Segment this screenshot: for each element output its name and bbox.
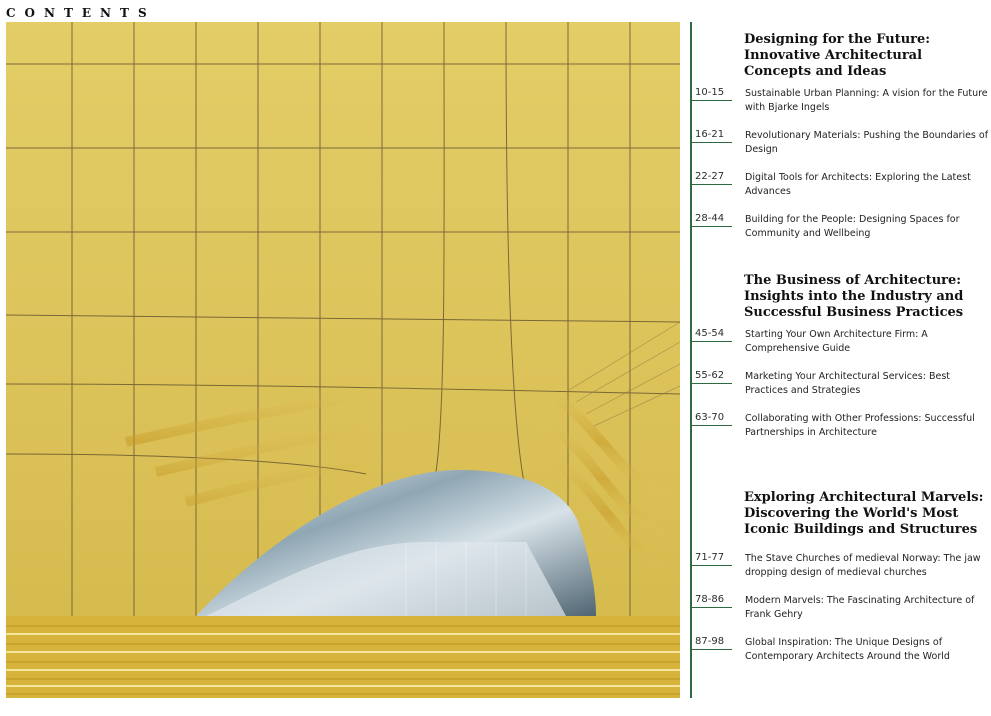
contents-heading: CONTENTS <box>6 6 156 20</box>
page-underline <box>692 425 732 426</box>
page-range: 16-21 <box>695 129 725 140</box>
page-underline <box>692 607 732 608</box>
page-range: 71-77 <box>695 552 725 563</box>
entry-title: Sustainable Urban Planning: A vision for the Future with Bjarke Ingels <box>745 88 988 113</box>
toc-entry[interactable] <box>692 328 991 370</box>
page-range: 78-86 <box>695 594 725 605</box>
page-underline <box>692 341 732 342</box>
page-underline <box>692 565 732 566</box>
page-range: 45-54 <box>695 328 725 339</box>
toc-section-future <box>692 32 991 255</box>
toc-entry[interactable] <box>692 87 991 129</box>
entry-title: Revolutionary Materials: Pushing the Boundaries of Design <box>745 130 989 155</box>
toc-entry[interactable] <box>692 171 991 213</box>
toc-entry[interactable] <box>692 213 991 255</box>
page-range: 55-62 <box>695 370 725 381</box>
entry-title: Starting Your Own Architecture Firm: A Comprehensive Guide <box>745 329 928 354</box>
page-range: 87-98 <box>695 636 725 647</box>
entry-title: Digital Tools for Architects: Exploring the Latest Advances <box>745 172 971 197</box>
page-underline <box>692 100 732 101</box>
architecture-photo <box>6 22 680 698</box>
entry-title: Building for the People: Designing Spaces for Community and Wellbeing <box>745 214 960 239</box>
page-underline <box>692 142 732 143</box>
toc-entry[interactable] <box>692 412 991 454</box>
toc-entry[interactable] <box>692 552 991 594</box>
toc-entry[interactable] <box>692 129 991 171</box>
page-underline <box>692 184 732 185</box>
section-heading: Exploring Architectural Marvels: Discovering the World's Most Iconic Buildings and Structures <box>744 490 984 537</box>
toc-entry[interactable] <box>692 370 991 412</box>
toc-section-business <box>692 273 991 454</box>
entry-title: The Stave Churches of medieval Norway: The jaw dropping design of medieval churches <box>745 553 981 578</box>
entry-title: Marketing Your Architectural Services: Best Practices and Strategies <box>745 371 950 396</box>
toc-entry[interactable] <box>692 636 991 678</box>
entry-title: Global Inspiration: The Unique Designs of Contemporary Architects Around the World <box>745 637 950 662</box>
entry-title: Collaborating with Other Professions: Successful Partnerships in Architecture <box>745 413 975 438</box>
section-heading: Designing for the Future: Innovative Architectural Concepts and Ideas <box>744 32 931 79</box>
toc-entry[interactable] <box>692 594 991 636</box>
toc-section-marvels <box>692 490 991 678</box>
page-range: 28-44 <box>695 213 725 224</box>
section-heading: The Business of Architecture: Insights into the Industry and Successful Business Practices <box>744 273 964 320</box>
page-range: 22-27 <box>695 171 725 182</box>
page-underline <box>692 226 732 227</box>
page-range: 63-70 <box>695 412 725 423</box>
page-underline <box>692 649 732 650</box>
page-underline <box>692 383 732 384</box>
entry-title: Modern Marvels: The Fascinating Architecture of Frank Gehry <box>745 595 975 620</box>
page-range: 10-15 <box>695 87 725 98</box>
